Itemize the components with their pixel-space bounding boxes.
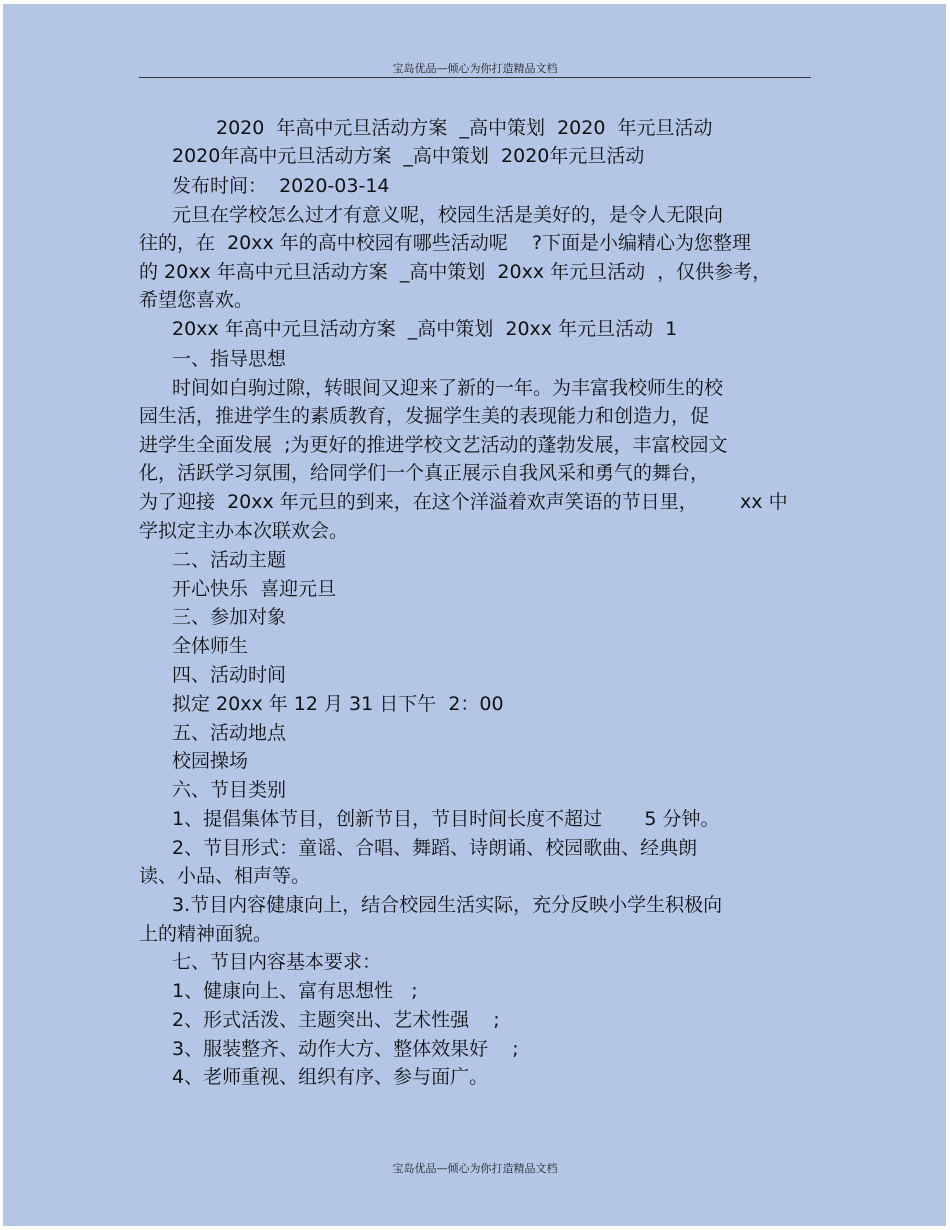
publish-date: 发布时间： 2020-03-14 [172,175,390,197]
paragraph-line: 化，活跃学习氛围，给同学们一个真正展示自我风采和勇气的舞台， [139,462,710,484]
list-item: 2、形式活泼、主题突出、艺术性强 ; [172,1009,500,1031]
list-item: 4、老师重视、组织有序、参与面广。 [172,1066,489,1088]
paragraph-line: 往的，在 20xx 年的高中校园有哪些活动呢 ?下面是小编精心为您整理 [139,232,752,254]
section-heading: 六、节目类别 [172,779,287,801]
list-item: 3、服装整齐、动作大方、整体效果好 ; [172,1038,519,1060]
list-item: 1、健康向上、富有思想性 ; [172,980,418,1002]
paragraph-line: 的 20xx 年高中元旦活动方案 _高中策划 20xx 年元旦活动 ，仅供参考， [139,261,772,283]
doc-title: 2020 年高中元旦活动方案 _高中策划 2020 年元旦活动 [216,117,713,139]
paragraph-line: 希望您喜欢。 [139,289,254,311]
body-line: 开心快乐 喜迎元旦 [172,578,337,600]
list-item: 3.节目内容健康向上，结合校园生活实际，充分反映小学生积极向 [172,894,723,916]
section-heading: 二、活动主题 [172,549,287,571]
list-item: 1、提倡集体节目，创新节目，节目时间长度不超过 5 分钟。 [172,808,720,830]
paragraph-line: 进学生全面发展 ;为更好的推进学校文艺活动的蓬勃发展，丰富校园文 [139,434,728,456]
section-heading: 三、参加对象 [172,606,287,628]
paragraph-line: 园生活，推进学生的素质教育，发掘学生美的表现能力和创造力，促 [139,405,710,427]
page-header: 宝岛优品—倾心为你打造精品文档 [392,62,558,75]
paragraph-line: 时间如白驹过隙，转眼间又迎来了新的一年。为丰富我校师生的校 [172,377,724,399]
page-footer: 宝岛优品—倾心为你打造精品文档 [392,1162,558,1175]
section-heading: 一、指导思想 [172,348,287,370]
body-line: 拟定 20xx 年 12 月 31 日下午 2：00 [172,693,504,715]
section-heading: 四、活动时间 [172,664,287,686]
paragraph-line: 为了迎接 20xx 年元旦的到来，在这个洋溢着欢声笑语的节日里， xx 中 [139,491,788,513]
paragraph-line: 元旦在学校怎么过才有意义呢，校园生活是美好的，是令人无限向 [172,204,724,226]
list-item-continuation: 读、小品、相声等。 [139,865,311,887]
body-line: 校园操场 [172,750,249,772]
list-item: 2、节目形式：童谣、合唱、舞蹈、诗朗诵、校园歌曲、经典朗 [172,837,698,859]
section-heading: 五、活动地点 [172,722,287,744]
section-heading: 七、节目内容基本要求： [172,951,382,973]
doc-subtitle: 2020年高中元旦活动方案 _高中策划 2020年元旦活动 [172,145,645,167]
body-line: 全体师生 [172,635,249,657]
header-divider [139,77,811,78]
list-item-continuation: 上的精神面貌。 [139,923,273,945]
paragraph-line: 学拟定主办本次联欢会。 [139,520,349,542]
section-title: 20xx 年高中元旦活动方案 _高中策划 20xx 年元旦活动 1 [172,318,678,340]
